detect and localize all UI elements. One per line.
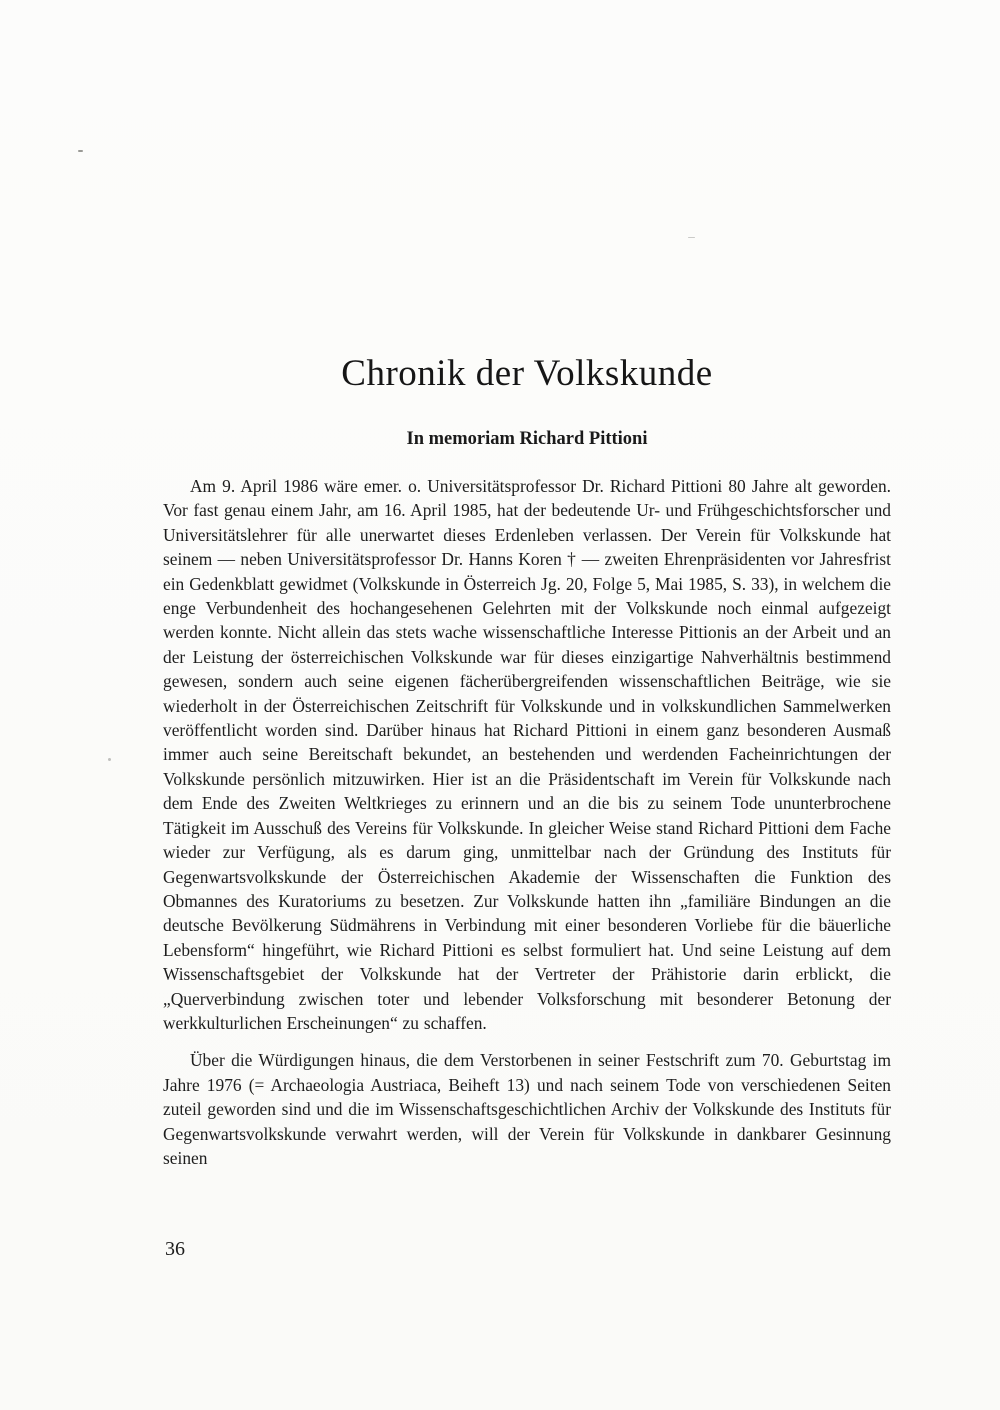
scan-speck	[108, 758, 111, 761]
scan-speck	[78, 150, 83, 152]
section-subtitle: In memoriam Richard Pittioni	[406, 429, 648, 449]
page-number: 36	[165, 1238, 185, 1260]
page-title: Chronik der Volkskunde	[341, 353, 713, 394]
scan-speck	[688, 237, 695, 238]
text-column	[163, 352, 891, 1183]
body-paragraph-1: Am 9. April 1986 wäre emer. o. Universitätsprofessor Dr. Richard Pittioni 80 Jahre alt geworden. Vor fast genau einem Jahr, am 16. April 1985, hat der bedeutende Ur- und Frühgeschichtsforscher und Universitätslehrer für alle unerwartet dieses Erdenleben verlassen. Der Verein für Volkskunde hat seinem — neben Universitätsprofessor Dr. Hanns Koren † — zweiten Ehrenpräsidenten vor Jahresfrist ein Gedenkblatt gewidmet (Volkskunde in Österreich Jg. 20, Folge 5, Mai 1985, S. 33), in welchem die enge Verbundenheit des hochangesehenen Gelehrten mit der Volkskunde noch einmal aufgezeigt werden konnte. Nicht allein das stets wache wissenschaftliche Interesse Pittionis an der Arbeit und an der Leistung der österreichischen Volkskunde war für dieses einzigartige Nahverhältnis bestimmend gewesen, sondern auch seine eigenen fächerübergreifenden wissenschaftlichen Beiträge, wie sie wiederholt in der Österreichischen Zeitschrift für Volkskunde und in volkskundlichen Sammelwerken veröffentlicht worden sind. Darüber hinaus hat Richard Pittioni in einem ganz besonderen Ausmaß immer auch seine Bereitschaft bekundet, an bestehenden und werdenden Facheinrichtungen der Volkskunde persönlich mitzuwirken. Hier ist an die Präsidentschaft im Verein für Volkskunde nach dem Ende des Zweiten Weltkrieges zu erinnern und an die bis zu seinem Tode ununterbrochene Tätigkeit im Ausschuß des Vereins für Volkskunde. In gleicher Weise stand Richard Pittioni dem Fache wieder zur Verfügung, als es darum ging, unmittelbar nach der Gründung des Instituts für Gegenwartsvolkskunde der Österreichischen Akademie der Wissenschaften die Funktion des Obmannes des Kuratoriums zu besetzen. Zur Volkskunde hatten ihn „familiäre Bindungen an die deutsche Bevölkerung Südmährens in Verbindung mit einer besonderen Vorliebe für die bäuerliche Lebensform“ hingeführt, wie Richard Pittioni es selbst formuliert hat. Und seine Leistung auf dem Wissenschaftsgebiet der Volkskunde hat der Vertreter der Prähistorie darin erblickt, die „Querverbindung zwischen toter und lebender Volksforschung mit besonderer Betonung der werkkulturlichen Erscheinungen“ zu schaffen.	[163, 476, 891, 1033]
body-paragraph-2: Über die Würdigungen hinaus, die dem Verstorbenen in seiner Festschrift zum 70. Geburtstag im Jahre 1976 (= Archaeologia Austriaca, Beiheft 13) und nach seinem Tode von verschiedenen Seiten zuteil geworden sind und die im Wissenschaftsgeschichtlichen Archiv der Volkskunde des Instituts für Gegenwartsvolkskunde verwahrt werden, will der Verein für Volkskunde in dankbarer Gesinnung seinen	[163, 1050, 891, 1168]
